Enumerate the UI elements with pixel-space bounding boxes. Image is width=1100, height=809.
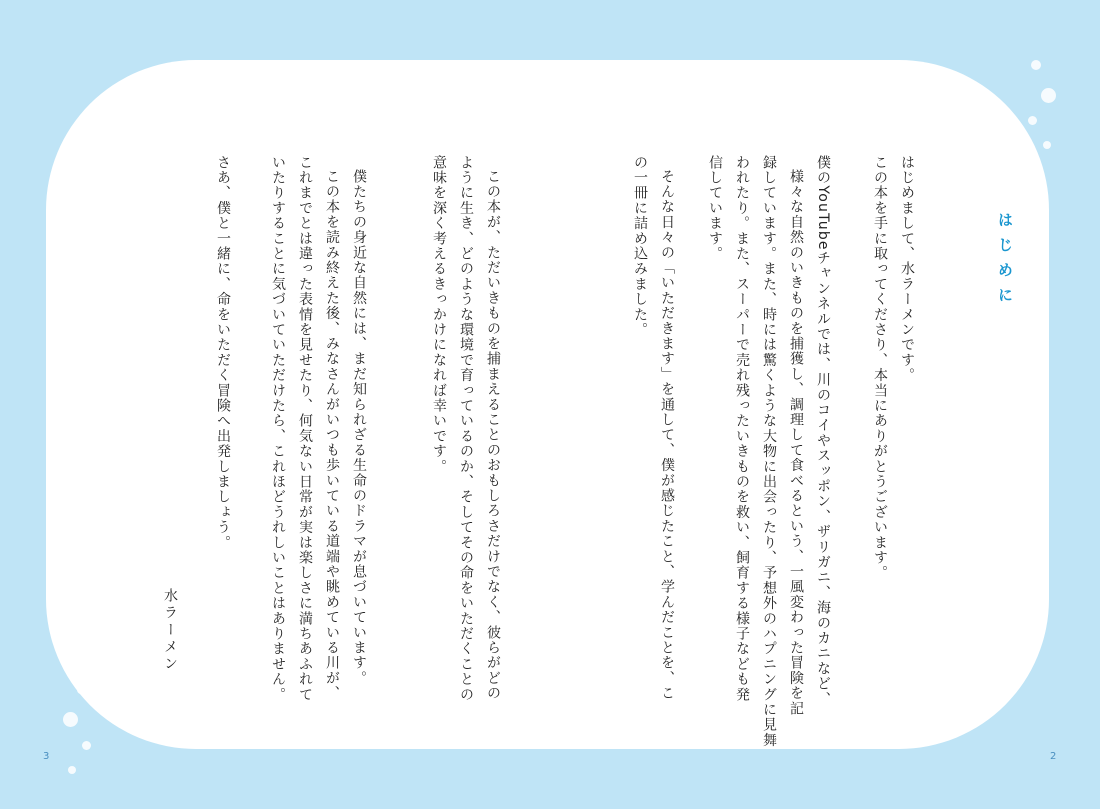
text-line: 録しています。また、時には驚くような大物に出会ったり、予想外のハプニングに見舞 <box>761 155 777 748</box>
text-line: われたり。また、スーパーで売れ残ったいきものを救い、飼育する様子なども発 <box>734 155 750 703</box>
text-line: 信しています。 <box>707 155 723 262</box>
text-line: はじめまして、水ラーメンです。 <box>899 155 915 383</box>
text-line: この本が、ただいきものを捕まえることのおもしろさだけでなく、彼らがどの <box>485 169 501 701</box>
text-line: いたりすることに気づいていただけたら、これほどうれしいことはありません。 <box>270 155 286 703</box>
text-line: さあ、僕と一緒に、命をいただく冒険へ出発しましょう。 <box>215 155 231 551</box>
nature-paragraph <box>264 155 372 702</box>
text-line: これまでとは違った表情を見せたり、何気ない日常が実は楽しさに満ちあふれて <box>297 155 313 703</box>
greeting-paragraph <box>866 155 920 581</box>
text-line: 僕のYouTubeチャンネルでは、川のコイやスッポン、ザリガニ、海のカニなど、 <box>815 155 831 707</box>
bubble-decoration <box>1041 88 1056 103</box>
intro-paragraph <box>626 155 680 701</box>
page-number-right: 2 <box>1050 751 1057 762</box>
text-line: 僕たちの身近な自然には、まだ知られざる生命のドラマが息づいています。 <box>351 169 367 686</box>
bubble-decoration <box>77 686 85 694</box>
closing-paragraph <box>209 155 236 550</box>
text-line: の一冊に詰め込みました。 <box>632 155 648 338</box>
text-line: 意味を深く考えるきっかけになれば幸いです。 <box>431 155 447 475</box>
bubble-decoration <box>68 766 76 774</box>
text-line: そんな日々の「いただきます」を通して、僕が感じたこと、学んだことを、こ <box>659 169 675 701</box>
bubble-decoration <box>1031 60 1041 70</box>
page-title: はじめに <box>996 212 1014 312</box>
bubble-decoration <box>1028 116 1037 125</box>
purpose-paragraph <box>425 155 506 702</box>
text-line: この本を読み終えた後、みなさんがいつも歩いている道端や眺めている川が、 <box>324 169 340 701</box>
text-line: この本を手に取ってくださり、本当にありがとうございます。 <box>872 155 888 581</box>
bubble-decoration <box>1043 141 1051 149</box>
page-number-left: 3 <box>43 751 50 762</box>
bubble-decoration <box>63 712 78 727</box>
text-line: 様々な自然のいきものを捕獲し、調理して食べるという、一風変わった冒険を記 <box>788 169 804 717</box>
channel-paragraph <box>701 155 836 748</box>
bubble-decoration <box>82 741 91 750</box>
text-line: ように生き、どのような環境で育っているのか、そしてその命をいただくことの <box>458 155 474 703</box>
author-signature: 水ラーメン <box>162 588 178 673</box>
